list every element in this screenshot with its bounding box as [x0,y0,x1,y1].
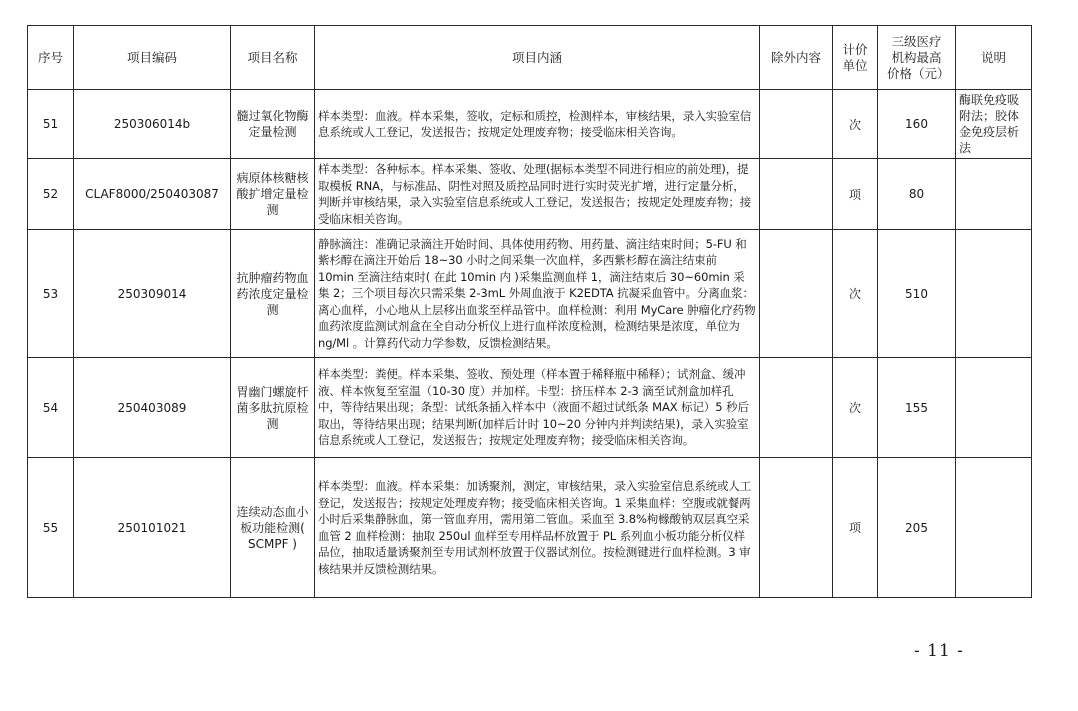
cell-unit: 次 [833,90,878,159]
cell-note [956,230,1032,358]
cell-code: 250306014b [74,90,231,159]
table-row [28,458,1032,598]
cell-unit: 项 [833,159,878,230]
cell-exclusion [760,90,833,159]
header-row [28,26,1032,90]
header-price: 三级医疗机构最高价格（元） [878,26,956,90]
page-number: - 11 - [914,641,964,661]
cell-seq: 54 [28,358,74,458]
header-exclusion: 除外内容 [760,26,833,90]
cell-name: 连续动态血小板功能检测( SCMPF ) [231,458,315,598]
cell-code: CLAF8000/250403087 [74,159,231,230]
table-row [28,358,1032,458]
cell-exclusion [760,230,833,358]
cell-exclusion [760,159,833,230]
cell-content: 样本类型：各种标本。样本采集、签收、处理(据标本类型不同进行相应的前处理)，提取模板 RNA，与标准品、阴性对照及质控品同时进行实时荧光扩增，进行定量分析，判断并审核结果，录入实验室信息系统或人工登记，发送报告；按规定处理废弃物；接受临床相关咨询。 [315,159,760,230]
cell-seq: 51 [28,90,74,159]
header-code: 项目编码 [74,26,231,90]
cell-content: 样本类型：粪便。样本采集、签收、预处理（样本置于稀释瓶中稀释）；试剂盒、缓冲液、样本恢复至室温（10-30 度）并加样。卡型：挤压样本 2-3 滴至试剂盒加样孔中，等待结果出现；条型：试纸条插入样本中（液面不超过试纸条 MAX 标记）5 秒后取出，等待结果出现；结果判断(加样后计时 10~20 分钟内并判读结果)，录入实验室信息系统或人工登记，发送报告；按规定处理废弃物；接受临床相关咨询。 [315,358,760,458]
cell-seq: 53 [28,230,74,358]
cell-name: 病原体核糖核酸扩增定量检测 [231,159,315,230]
cell-exclusion [760,358,833,458]
cell-seq: 55 [28,458,74,598]
cell-name: 髓过氧化物酶定量检测 [231,90,315,159]
cell-price: 80 [878,159,956,230]
cell-unit: 次 [833,230,878,358]
cell-code: 250309014 [74,230,231,358]
cell-exclusion [760,458,833,598]
cell-name: 胃幽门螺旋杆菌多肽抗原检测 [231,358,315,458]
cell-price: 205 [878,458,956,598]
header-content: 项目内涵 [315,26,760,90]
cell-price: 155 [878,358,956,458]
cell-code: 250403089 [74,358,231,458]
cell-price: 160 [878,90,956,159]
cell-name: 抗肿瘤药物血药浓度定量检测 [231,230,315,358]
cell-note [956,458,1032,598]
cell-price: 510 [878,230,956,358]
header-unit: 计价单位 [833,26,878,90]
table-row [28,90,1032,159]
cell-unit: 次 [833,358,878,458]
header-seq: 序号 [28,26,74,90]
cell-unit: 项 [833,458,878,598]
header-note: 说明 [956,26,1032,90]
cell-code: 250101021 [74,458,231,598]
cell-content: 静脉滴注：准确记录滴注开始时间、具体使用药物、用药量、滴注结束时间；5-FU 和紫杉醇在滴注开始后 18~30 小时之间采集一次血样，多西紫杉醇在滴注结束前 10min 至滴注结束时( 在此 10min 内 )采集监测血样 1，滴注结束后 30~60min 采集 2；三个项目每次只需采集 2-3mL 外周血液于 K2EDTA 抗凝采血管中。分离血浆：离心血样，小心地从上层移出血浆至样品管中。血样检测：利用 MyCare 肿瘤化疗药物血药浓度监测试剂盒在全自动分析仪上进行血样浓度检测，检测结果是浓度，单位为 ng/Ml 。计算药代动力学参数，反馈检测结果。 [315,230,760,358]
cell-note [956,159,1032,230]
header-name: 项目名称 [231,26,315,90]
cell-note: 酶联免疫吸附法；胶体金免疫层析法 [956,90,1032,159]
price-table [27,25,1032,598]
cell-content: 样本类型：血液。样本采集，签收，定标和质控，检测样本，审核结果，录入实验室信息系统或人工登记，发送报告；按规定处理废弃物；接受临床相关咨询。 [315,90,760,159]
table-row [28,230,1032,358]
cell-seq: 52 [28,159,74,230]
cell-content: 样本类型：血液。样本采集：加诱聚剂，测定，审核结果，录入实验室信息系统或人工登记，发送报告；按规定处理废弃物；接受临床相关咨询。1 采集血样：空腹或就餐两小时后采集静脉血，第一管血弃用，需用第二管血。采血至 3.8%枸橼酸钠双层真空采血管 2 血样检测：抽取 250ul 血样至专用样品杯放置于 PL 系列血小板功能分析仪样品位，抽取适量诱聚剂至专用试剂杯放置于仪器试剂位。按检测键进行血样检测。3 审核结果并反馈检测结果。 [315,458,760,598]
cell-note [956,358,1032,458]
table-row [28,159,1032,230]
